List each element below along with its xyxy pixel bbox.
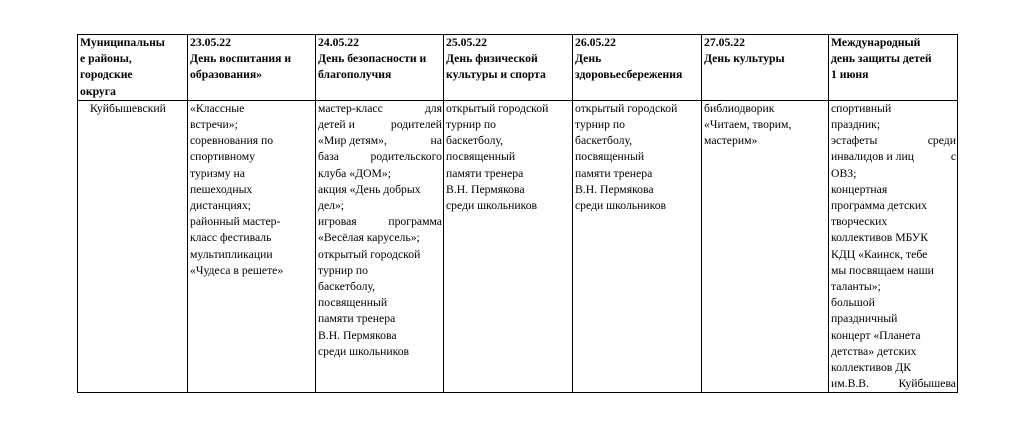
cell-line: «Чудеса в решете»	[190, 263, 284, 277]
cell-line-part: таланты»;	[831, 280, 881, 294]
cell-municipality	[78, 100, 188, 393]
cell-line	[831, 344, 956, 360]
cell-line: «Классные	[190, 101, 245, 115]
cell-line: соревнования по	[190, 134, 274, 148]
cell-line-part: коллективов МБУК	[831, 231, 928, 245]
cell-line-part: среди школьников	[318, 344, 410, 358]
cell-line: среди школьников	[575, 199, 667, 213]
cell-line-part: «Весёлая карусель»;	[318, 231, 420, 245]
header-theme: День	[575, 52, 602, 66]
cell-line-part: игровая	[318, 215, 357, 229]
cell-line	[318, 295, 442, 311]
cell-line-part: мы посвящаем наши	[831, 263, 934, 277]
cell-line-part: памяти тренера	[318, 312, 396, 326]
cell-line-part: В.Н. Пермякова	[318, 328, 397, 342]
cell-line	[831, 247, 956, 263]
cell-line-part: программа детских	[831, 199, 927, 213]
cell-line	[318, 182, 442, 198]
cell-line-part: акция «День добрых	[318, 182, 421, 196]
cell-line-part: им.В.В.	[831, 377, 870, 391]
cell-line-part: мастер-класс	[318, 101, 383, 115]
cell-line: спортивному	[190, 150, 255, 164]
header-date: 26.05.22	[575, 36, 616, 49]
cell-line-part: творческих	[831, 215, 888, 229]
header-theme: День физической	[446, 52, 538, 66]
cell-line-part: коллективов ДК	[831, 361, 912, 375]
cell-line-part: дел»;	[318, 199, 345, 213]
header-line: Международный	[831, 36, 921, 49]
cell-line: библиодворик	[704, 101, 775, 115]
header-line: день защиты детей	[831, 52, 932, 66]
cell-line-part: детства» детских	[831, 344, 917, 358]
cell-line	[318, 166, 442, 182]
cell-line-part: среди	[927, 134, 956, 148]
cell-line-part: для	[424, 101, 442, 115]
header-day-27-05	[702, 35, 829, 101]
cell-line	[831, 149, 956, 165]
cell-day-24-05	[316, 100, 444, 393]
cell-line	[831, 117, 956, 133]
cell-line: открытый городской	[575, 101, 678, 115]
cell-line	[318, 344, 442, 360]
cell-line	[831, 101, 956, 117]
cell-line-part: большой	[831, 296, 875, 310]
cell-line	[831, 198, 956, 214]
cell-line: мультипликации	[190, 247, 273, 261]
cell-children-day	[829, 100, 958, 393]
header-line: городские	[80, 68, 133, 82]
header-theme: День культуры	[704, 52, 785, 66]
cell-line-part: праздник;	[831, 118, 881, 132]
cell-line	[831, 279, 956, 295]
cell-day-25-05	[444, 100, 573, 393]
cell-line-part: клуба «ДОМ»;	[318, 166, 391, 180]
header-date: 24.05.22	[318, 36, 359, 49]
cell-line-part: праздничный	[831, 312, 898, 326]
cell-line: мастерим»	[704, 134, 758, 148]
header-date: 27.05.22	[704, 36, 745, 49]
cell-line: районный мастер-	[190, 215, 281, 229]
cell-line-part: турнир по	[318, 263, 369, 277]
cell-day-23-05	[188, 100, 316, 393]
header-theme: День безопасности и	[318, 52, 427, 66]
cell-line-part: программа	[388, 215, 442, 229]
cell-line-part: детей и	[318, 118, 355, 132]
cell-line: баскетболу,	[446, 134, 504, 148]
header-line: 1 июня	[831, 68, 869, 82]
cell-line-part: концерт «Планета	[831, 328, 921, 342]
cell-line-part: эстафеты	[831, 134, 878, 148]
cell-line: встречи»;	[190, 118, 238, 132]
events-table	[77, 34, 958, 393]
cell-line: турнир по	[446, 118, 497, 132]
cell-line-part: база	[318, 150, 339, 164]
cell-line-part: баскетболу,	[318, 280, 376, 294]
cell-line	[831, 376, 956, 392]
cell-line-part: родителей	[390, 118, 442, 132]
cell-line	[831, 133, 956, 149]
cell-line	[318, 279, 442, 295]
header-municipality	[78, 35, 188, 101]
cell-line: турнир по	[575, 118, 626, 132]
cell-line-part: на	[430, 134, 442, 148]
cell-line: среди школьников	[446, 199, 538, 213]
cell-line: В.Н. Пермякова	[575, 182, 654, 196]
header-day-26-05	[573, 35, 702, 101]
cell-line	[831, 360, 956, 376]
cell-line	[831, 311, 956, 327]
header-date: 25.05.22	[446, 36, 487, 49]
table-row	[78, 100, 958, 393]
header-line: округа	[80, 84, 116, 98]
cell-line: памяти тренера	[446, 166, 524, 180]
cell-line: «Читаем, творим,	[704, 118, 792, 132]
cell-line	[318, 117, 442, 133]
cell-line: памяти тренера	[575, 166, 653, 180]
cell-day-26-05	[573, 100, 702, 393]
cell-line: баскетболу,	[575, 134, 633, 148]
cell-line: дистанциях;	[190, 199, 252, 213]
cell-line: пешеходных	[190, 182, 253, 196]
header-theme: День воспитания и	[190, 52, 292, 66]
cell-line: посвященный	[446, 150, 516, 164]
cell-line	[318, 214, 442, 230]
cell-line-part: открытый городской	[318, 247, 421, 261]
cell-day-27-05	[702, 100, 829, 393]
cell-line-part: спортивный	[831, 101, 892, 115]
header-children-day	[829, 35, 958, 101]
cell-line-part: КДЦ «Каинск, тебе	[831, 247, 928, 261]
cell-line	[318, 263, 442, 279]
municipality-name: Куйбышевский	[90, 101, 166, 115]
header-date: 23.05.22	[190, 36, 231, 49]
header-day-23-05	[188, 35, 316, 101]
cell-line-part: инвалидов и лиц	[831, 150, 914, 164]
header-row	[78, 35, 958, 101]
cell-line-part: посвященный	[318, 296, 388, 310]
header-line: Муниципальны	[80, 36, 165, 49]
cell-line	[831, 214, 956, 230]
cell-line-part: концертная	[831, 182, 888, 196]
cell-line	[831, 263, 956, 279]
cell-line	[318, 328, 442, 344]
header-theme: благополучия	[318, 68, 392, 82]
cell-line	[318, 247, 442, 263]
cell-line: туризму на	[190, 166, 245, 180]
cell-line: В.Н. Пермякова	[446, 182, 525, 196]
cell-line: класс фестиваль	[190, 231, 272, 245]
cell-line-part: родительского	[370, 150, 442, 164]
header-theme: образования»	[190, 68, 263, 82]
header-day-25-05	[444, 35, 573, 101]
cell-line	[831, 166, 956, 182]
cell-line-part: «Мир детям»,	[318, 134, 387, 148]
header-day-24-05	[316, 35, 444, 101]
cell-line	[318, 198, 442, 214]
cell-line-part: Куйбышева	[898, 377, 956, 391]
cell-line	[831, 328, 956, 344]
header-theme: здоровьесбережения	[575, 68, 683, 82]
cell-line	[318, 230, 442, 246]
cell-line	[831, 182, 956, 198]
cell-line: посвященный	[575, 150, 645, 164]
cell-line-part: с	[950, 150, 956, 164]
cell-line: открытый городской	[446, 101, 549, 115]
cell-line	[318, 311, 442, 327]
header-line: е районы,	[80, 52, 132, 66]
cell-line	[318, 133, 442, 149]
cell-line	[831, 230, 956, 246]
cell-line-part: ОВЗ;	[831, 166, 857, 180]
cell-line	[318, 149, 442, 165]
header-theme: культуры и спорта	[446, 68, 546, 82]
cell-line	[318, 101, 442, 117]
cell-line	[831, 295, 956, 311]
